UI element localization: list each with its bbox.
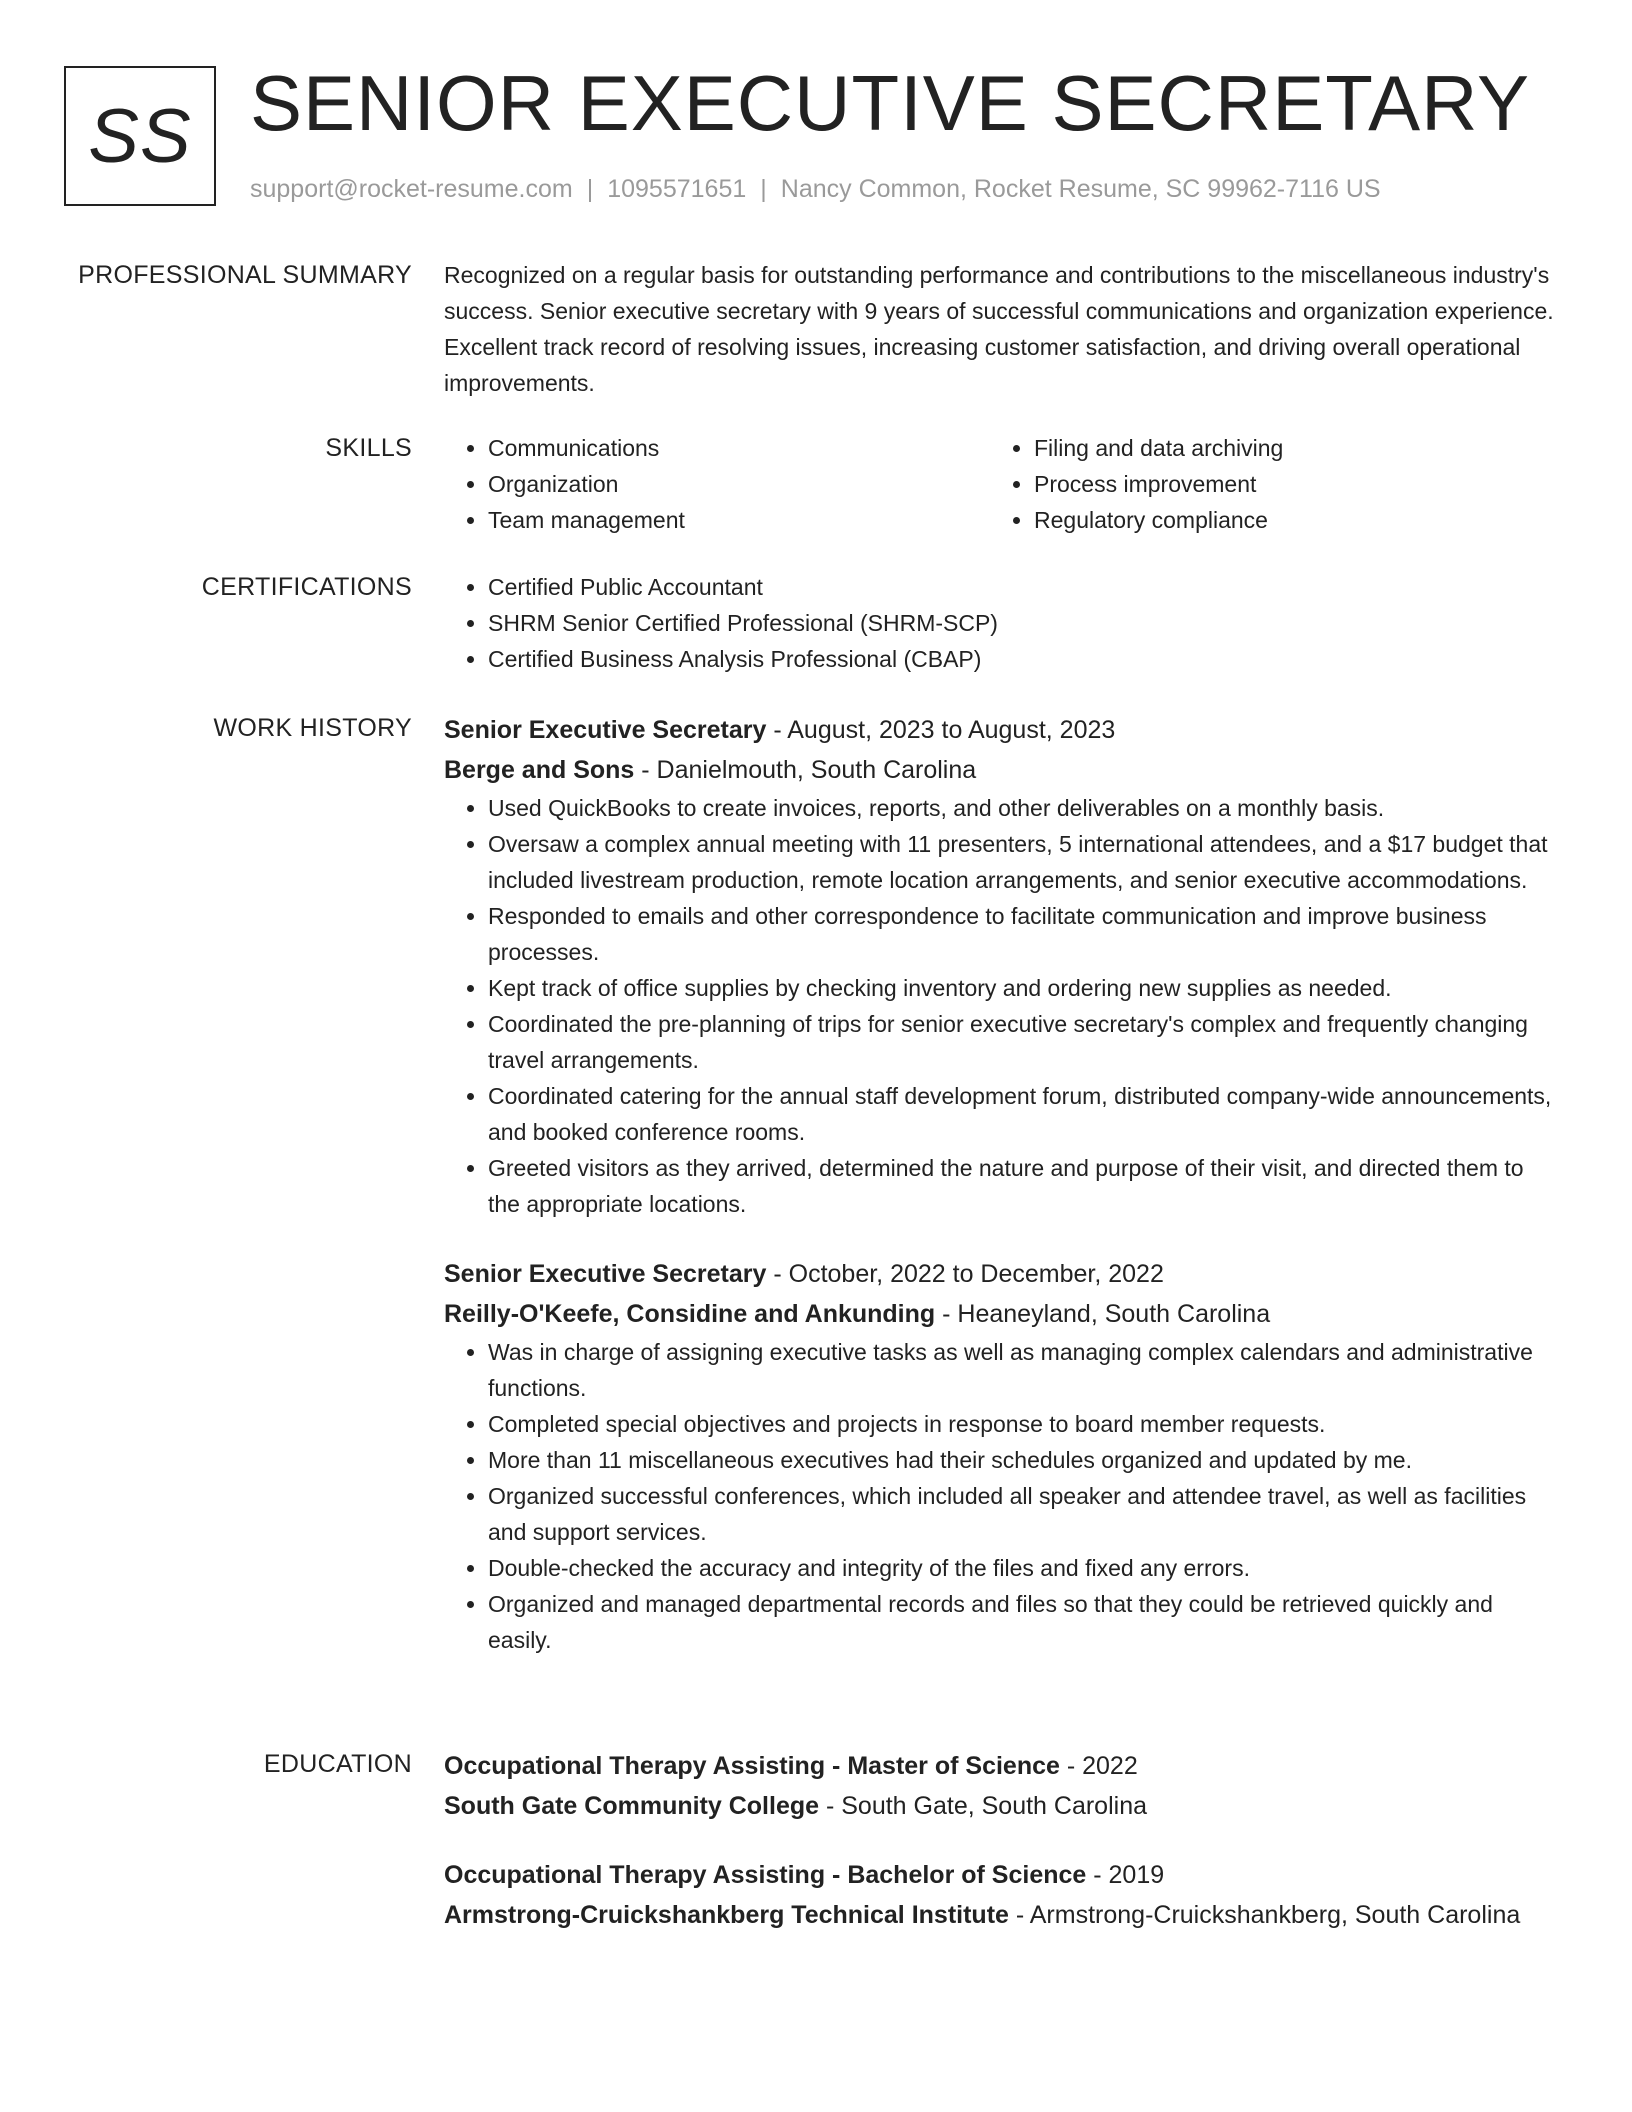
summary-text: Recognized on a regular basis for outstanding performance and contributions to the miscellaneous industry's success. Senior executive secretary with 9 years of successful communications and organization experience. Excellent track record of resolving issues, increasing customer satisfaction, and driving overall operational improvements. — [444, 262, 1554, 396]
certifications-label: CERTIFICATIONS — [201, 573, 412, 601]
skills-body — [444, 430, 1554, 538]
skill-item: • Team management — [488, 502, 990, 538]
work-history-body — [444, 710, 1554, 1658]
education-label: EDUCATION — [263, 1750, 412, 1778]
job-dates: - October, 2022 to December, 2022 — [766, 1260, 1164, 1288]
education-entry — [444, 1746, 1554, 1826]
job-dates: - August, 2023 to August, 2023 — [766, 716, 1116, 744]
summary-body — [444, 257, 1554, 401]
education-location: - Armstrong-Cruickshankberg, South Carolina — [1008, 1901, 1521, 1929]
skill-item: • Filing and data archiving — [1034, 430, 1536, 466]
education-year: - 2022 — [1059, 1752, 1138, 1780]
contact-line — [250, 174, 1381, 204]
education-body — [444, 1746, 1554, 1935]
job-title: Senior Executive Secretary — [444, 716, 767, 744]
contact-email: support@rocket-resume.com — [250, 175, 573, 203]
work-history-label: WORK HISTORY — [213, 714, 412, 742]
job-title-line — [444, 710, 1554, 750]
job-bullet: • Organized and managed departmental records and files so that they could be retrieved quickly and easily. — [488, 1586, 1554, 1658]
education-year: - 2019 — [1086, 1861, 1165, 1889]
summary-label: PROFESSIONAL SUMMARY — [78, 261, 412, 289]
skills-grid — [444, 430, 1554, 538]
job-bullet: • Coordinated catering for the annual staff development forum, distributed company-wide announcements, and booked conference rooms. — [488, 1078, 1554, 1150]
job-company-line — [444, 1294, 1554, 1334]
job-location: - Heaneyland, South Carolina — [935, 1300, 1271, 1328]
job-bullet: • Coordinated the pre-planning of trips for senior executive secretary's complex and frequently changing travel arrangements. — [488, 1006, 1554, 1078]
job-bullet: • Was in charge of assigning executive tasks as well as managing complex calendars and administrative functions. — [488, 1334, 1554, 1406]
education-degree: Occupational Therapy Assisting - Bachelor of Science — [444, 1861, 1087, 1889]
education-location: - South Gate, South Carolina — [819, 1792, 1147, 1820]
job-bullet: • Completed special objectives and projects in response to board member requests. — [488, 1406, 1554, 1442]
job-bullet: • More than 11 miscellaneous executives had their schedules organized and updated by me. — [488, 1442, 1554, 1478]
skills-label: SKILLS — [325, 434, 412, 462]
job-bullet: • Greeted visitors as they arrived, determined the nature and purpose of their visit, and directed them to the appropriate locations. — [488, 1150, 1554, 1222]
job-entry — [444, 710, 1554, 1222]
job-bullet: • Oversaw a complex annual meeting with 11 presenters, 5 international attendees, and a $17 budget that included livestream production, remote location arrangements, and senior executive accommodations. — [488, 826, 1554, 898]
education-degree-line — [444, 1855, 1554, 1895]
certification-item: • Certified Public Accountant — [488, 569, 1554, 605]
job-bullets — [444, 790, 1554, 1222]
monogram-logo: SS — [64, 66, 216, 206]
job-title: Senior Executive Secretary — [444, 1260, 767, 1288]
education-school-line — [444, 1786, 1554, 1826]
job-company: Berge and Sons — [444, 756, 635, 784]
job-company-line — [444, 750, 1554, 790]
education-degree: Occupational Therapy Assisting - Master of Science — [444, 1752, 1060, 1780]
education-entry — [444, 1855, 1554, 1935]
job-company: Reilly-O'Keefe, Considine and Ankunding — [444, 1300, 936, 1328]
contact-address: Nancy Common, Rocket Resume, SC 99962-7116 US — [780, 175, 1381, 203]
skill-item: • Communications — [488, 430, 990, 466]
education-school-line — [444, 1895, 1554, 1935]
certification-item: • SHRM Senior Certified Professional (SHRM-SCP) — [488, 605, 1554, 641]
job-bullet: • Responded to emails and other correspondence to facilitate communication and improve business processes. — [488, 898, 1554, 970]
contact-separator: | — [760, 175, 767, 203]
job-title-line — [444, 1254, 1554, 1294]
job-bullet: • Kept track of office supplies by checking inventory and ordering new supplies as needed. — [488, 970, 1554, 1006]
skill-item: • Process improvement — [1034, 466, 1536, 502]
skill-item: • Organization — [488, 466, 990, 502]
education-school: Armstrong-Cruickshankberg Technical Institute — [444, 1901, 1009, 1929]
job-bullet: • Used QuickBooks to create invoices, reports, and other deliverables on a monthly basis. — [488, 790, 1554, 826]
job-entry — [444, 1254, 1554, 1658]
resume-title: SENIOR EXECUTIVE SECRETARY — [250, 59, 1531, 147]
education-school: South Gate Community College — [444, 1792, 820, 1820]
job-bullets — [444, 1334, 1554, 1658]
skills-column-right — [990, 430, 1536, 538]
job-bullet: • Organized successful conferences, which included all speaker and attendee travel, as well as facilities and support services. — [488, 1478, 1554, 1550]
contact-phone: 1095571651 — [607, 175, 747, 203]
job-location: - Danielmouth, South Carolina — [634, 756, 977, 784]
certification-item: • Certified Business Analysis Professional (CBAP) — [488, 641, 1554, 677]
job-bullet: • Double-checked the accuracy and integrity of the files and fixed any errors. — [488, 1550, 1554, 1586]
skills-column-left — [444, 430, 990, 538]
certifications-body — [444, 569, 1554, 677]
contact-separator: | — [586, 175, 594, 203]
skill-item: • Regulatory compliance — [1034, 502, 1536, 538]
education-degree-line — [444, 1746, 1554, 1786]
